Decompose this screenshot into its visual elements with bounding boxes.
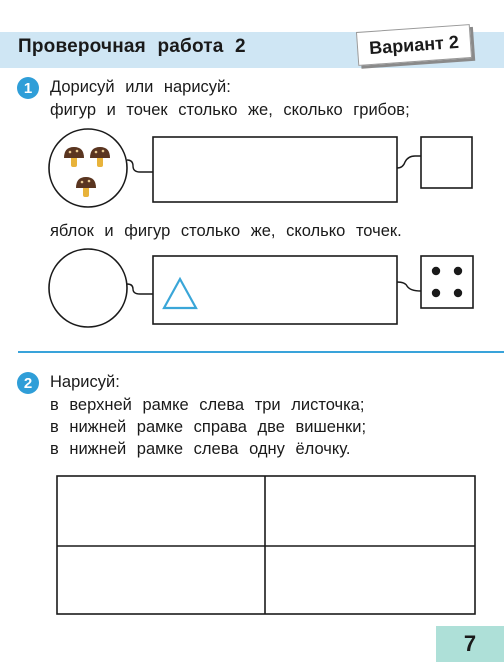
variant-badge: Вариант 2 <box>356 24 472 66</box>
mushroom-icon <box>76 177 96 197</box>
triangle-icon <box>164 279 196 308</box>
connector <box>127 284 153 294</box>
answer-grid <box>57 476 475 614</box>
figures-rect-1 <box>153 137 397 202</box>
section-divider <box>18 351 504 353</box>
connector <box>397 282 421 291</box>
connector <box>397 156 421 168</box>
task-2-line-2: в нижней рамке справа две вишенки; <box>50 418 367 436</box>
row-1 <box>49 129 472 207</box>
dice-dot <box>454 289 462 297</box>
task-2-line-1: в верхней рамке слева три листочка; <box>50 396 365 414</box>
dice-dot <box>432 289 440 297</box>
page-number: 7 <box>436 626 504 662</box>
mushroom-icon <box>90 147 110 167</box>
dice-dot <box>432 267 440 275</box>
task-2-number: 2 <box>17 372 39 394</box>
row-2 <box>49 249 473 327</box>
page-title: Проверочная работа 2 <box>18 36 246 57</box>
apple-circle <box>49 249 127 327</box>
task-1-number: 1 <box>17 77 39 99</box>
mushroom-icon <box>64 147 84 167</box>
figures-rect-2 <box>153 256 397 324</box>
task-1-line-2: яблок и фигур столько же, сколько точек. <box>50 222 402 240</box>
answer-grid-frame <box>57 476 475 614</box>
dice-dot <box>454 267 462 275</box>
connector <box>127 160 153 172</box>
task-1-instruction: Дорисуй или нарисуй: <box>50 78 231 96</box>
dice-square <box>421 256 473 308</box>
empty-dot-square <box>421 137 472 188</box>
task-2-line-3: в нижней рамке слева одну ёлочку. <box>50 440 351 458</box>
task-2-instruction: Нарисуй: <box>50 373 120 391</box>
task-1-line-1: фигур и точек столько же, сколько грибов; <box>50 101 410 119</box>
